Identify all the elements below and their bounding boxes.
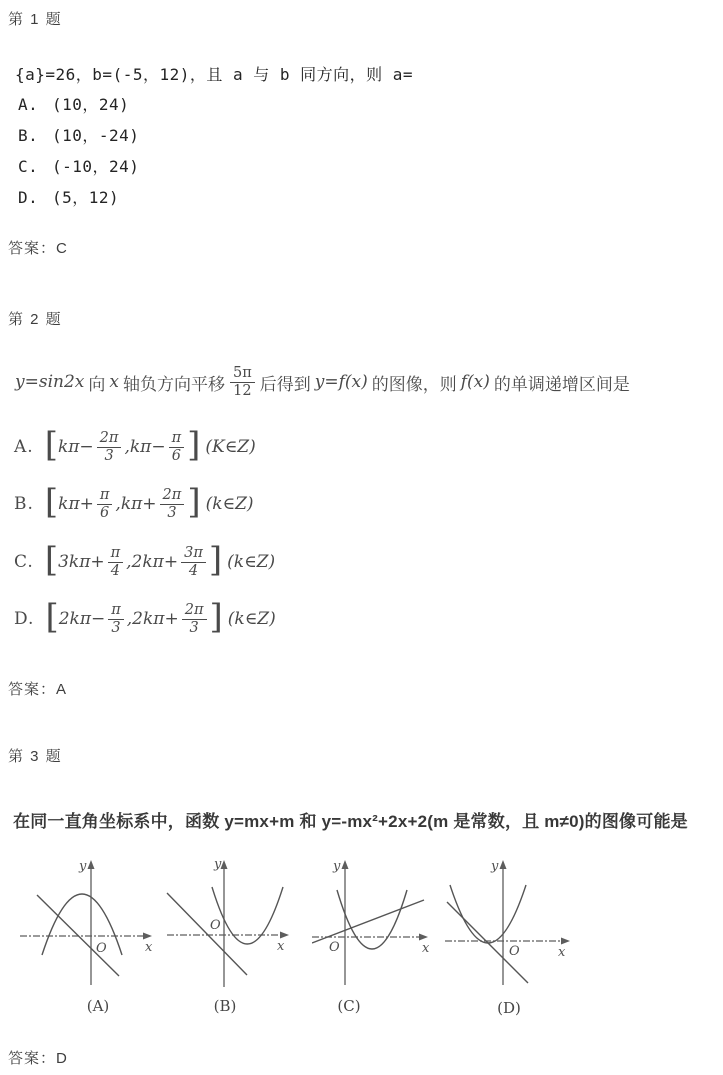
y-axis-label: y — [79, 859, 87, 874]
x-axis-arrow-icon — [143, 933, 152, 940]
y-axis-label: y — [214, 857, 222, 872]
graph-option-b — [165, 855, 310, 1017]
stem-text: 的单调递增区间是 — [493, 374, 630, 395]
parabola-curve — [42, 894, 122, 955]
fraction-numerator: 5π — [230, 365, 255, 383]
option-row-c — [14, 539, 275, 585]
option-row-b — [14, 481, 254, 527]
line-curve — [167, 893, 247, 975]
graph-option-a — [15, 855, 165, 1017]
question-3-stem: 在同一直角坐标系中，函数 y=mx+m 和 y=-mx²+2x+2(m 是常数，且 m≠0)的图像可能是 — [13, 812, 688, 831]
bracket-close: ] — [208, 540, 223, 580]
option-row-c — [18, 154, 139, 177]
option-row-d — [14, 596, 276, 642]
y-axis-arrow-icon — [500, 860, 507, 869]
origin-label: O — [329, 940, 340, 955]
question-2-stem — [13, 360, 632, 404]
graph-caption: (D) — [497, 999, 521, 1017]
graph-option-c — [312, 855, 452, 1017]
fraction — [160, 487, 185, 521]
x-axis-arrow-icon — [419, 934, 428, 941]
graphs-figure — [15, 855, 615, 1017]
graph-option-d — [440, 855, 595, 1017]
option-math: 2kπ− — [58, 609, 106, 629]
option-math: 3kπ+ — [58, 552, 105, 572]
parabola-curve — [450, 885, 526, 943]
stem-text: 向 — [88, 374, 106, 395]
bracket-close: ] — [187, 482, 201, 522]
x-axis-label: x — [558, 945, 566, 960]
stem-text: 后得到 — [259, 374, 311, 395]
stem-math: y=f(x) — [314, 372, 368, 392]
y-axis-arrow-icon — [221, 860, 228, 869]
option-row-b — [18, 123, 139, 146]
fraction-denominator: 3 — [167, 504, 177, 521]
bracket-open: [ — [44, 482, 59, 522]
line-curve — [447, 902, 528, 983]
option-key: C. — [18, 157, 39, 176]
question-2-title: 第 2 题 — [8, 311, 63, 328]
y-axis-arrow-icon — [342, 860, 349, 869]
fraction-denominator: 3 — [189, 619, 199, 636]
fraction — [182, 602, 207, 636]
question-1-title: 第 1 题 — [8, 11, 63, 28]
option-domain: (k∈Z) — [205, 494, 254, 514]
x-axis-label: x — [422, 941, 430, 956]
graph-caption: (C) — [337, 997, 361, 1015]
fraction-denominator: 4 — [188, 562, 199, 579]
option-key: D. — [14, 609, 35, 629]
fraction-numerator: π — [108, 602, 124, 620]
stem-text: 的图像，则 — [371, 374, 457, 395]
x-axis-arrow-icon — [561, 938, 570, 945]
x-axis-label: x — [277, 939, 285, 954]
fraction-denominator: 3 — [104, 447, 114, 464]
option-domain: (k∈Z) — [227, 552, 276, 572]
option-math: ,2kπ+ — [126, 552, 179, 572]
option-key: C. — [14, 552, 34, 572]
fraction — [108, 602, 124, 636]
fraction-numerator: 3π — [181, 545, 206, 563]
option-text: (10，24) — [52, 95, 130, 114]
stem-math: y=sin2x — [15, 372, 85, 392]
fraction-numerator: 2π — [97, 430, 122, 448]
option-text: (5，12) — [52, 188, 120, 207]
option-math: ,2kπ+ — [126, 609, 179, 629]
option-text: (-10，24) — [52, 157, 140, 176]
question-3-answer: 答案：D — [8, 1050, 68, 1067]
bracket-open: [ — [45, 597, 59, 637]
y-axis-label: y — [333, 859, 341, 874]
bracket-open: [ — [44, 425, 58, 465]
fraction — [97, 430, 122, 464]
bracket-open: [ — [44, 540, 59, 580]
fraction — [230, 365, 255, 399]
stem-math: f(x) — [460, 372, 490, 392]
y-axis-arrow-icon — [88, 860, 95, 869]
fraction — [169, 430, 185, 464]
x-axis-arrow-icon — [280, 932, 289, 939]
option-key: B. — [14, 494, 34, 514]
origin-label: O — [96, 941, 107, 956]
stem-text: 轴负方向平移 — [122, 374, 225, 395]
fraction — [181, 545, 206, 579]
fraction-denominator: 3 — [111, 619, 121, 636]
fraction-denominator: 12 — [233, 382, 252, 399]
graph-caption: (B) — [213, 997, 237, 1015]
option-row-a — [14, 424, 256, 470]
fraction-numerator: 2π — [160, 487, 185, 505]
option-key: D. — [18, 188, 39, 207]
fraction-denominator: 6 — [100, 504, 110, 521]
option-math: ,kπ− — [124, 437, 166, 457]
fraction-numerator: π — [169, 430, 185, 448]
option-domain: (k∈Z) — [227, 609, 276, 629]
option-text: (10，-24) — [52, 126, 140, 145]
fraction-numerator: 2π — [182, 602, 207, 620]
fraction-denominator: 4 — [110, 562, 120, 579]
fraction — [108, 545, 124, 579]
option-math: kπ+ — [58, 494, 94, 514]
fraction — [97, 487, 113, 521]
stem-math: x — [109, 372, 119, 392]
option-row-d — [18, 185, 119, 208]
bracket-close: ] — [209, 597, 223, 637]
origin-label: O — [210, 918, 221, 933]
option-math: kπ− — [57, 437, 94, 457]
origin-label: O — [509, 944, 520, 959]
option-key: A. — [18, 95, 39, 114]
question-3-title: 第 3 题 — [8, 748, 63, 765]
option-math: ,kπ+ — [115, 494, 157, 514]
graph-caption: (A) — [86, 997, 110, 1015]
question-1-answer: 答案：C — [8, 240, 68, 257]
question-1-stem: {a}=26，b=(-5，12)，且 a 与 b 同方向，则 a= — [15, 65, 414, 84]
fraction-numerator: π — [97, 487, 113, 505]
question-2-answer: 答案：A — [8, 681, 68, 698]
y-axis-label: y — [491, 859, 499, 874]
fraction-numerator: π — [108, 545, 124, 563]
fraction-denominator: 6 — [171, 447, 181, 464]
option-key: B. — [18, 126, 39, 145]
option-domain: (K∈Z) — [205, 437, 256, 457]
option-row-a — [18, 92, 129, 115]
x-axis-label: x — [145, 940, 153, 955]
option-key: A. — [14, 437, 34, 457]
bracket-close: ] — [187, 425, 201, 465]
